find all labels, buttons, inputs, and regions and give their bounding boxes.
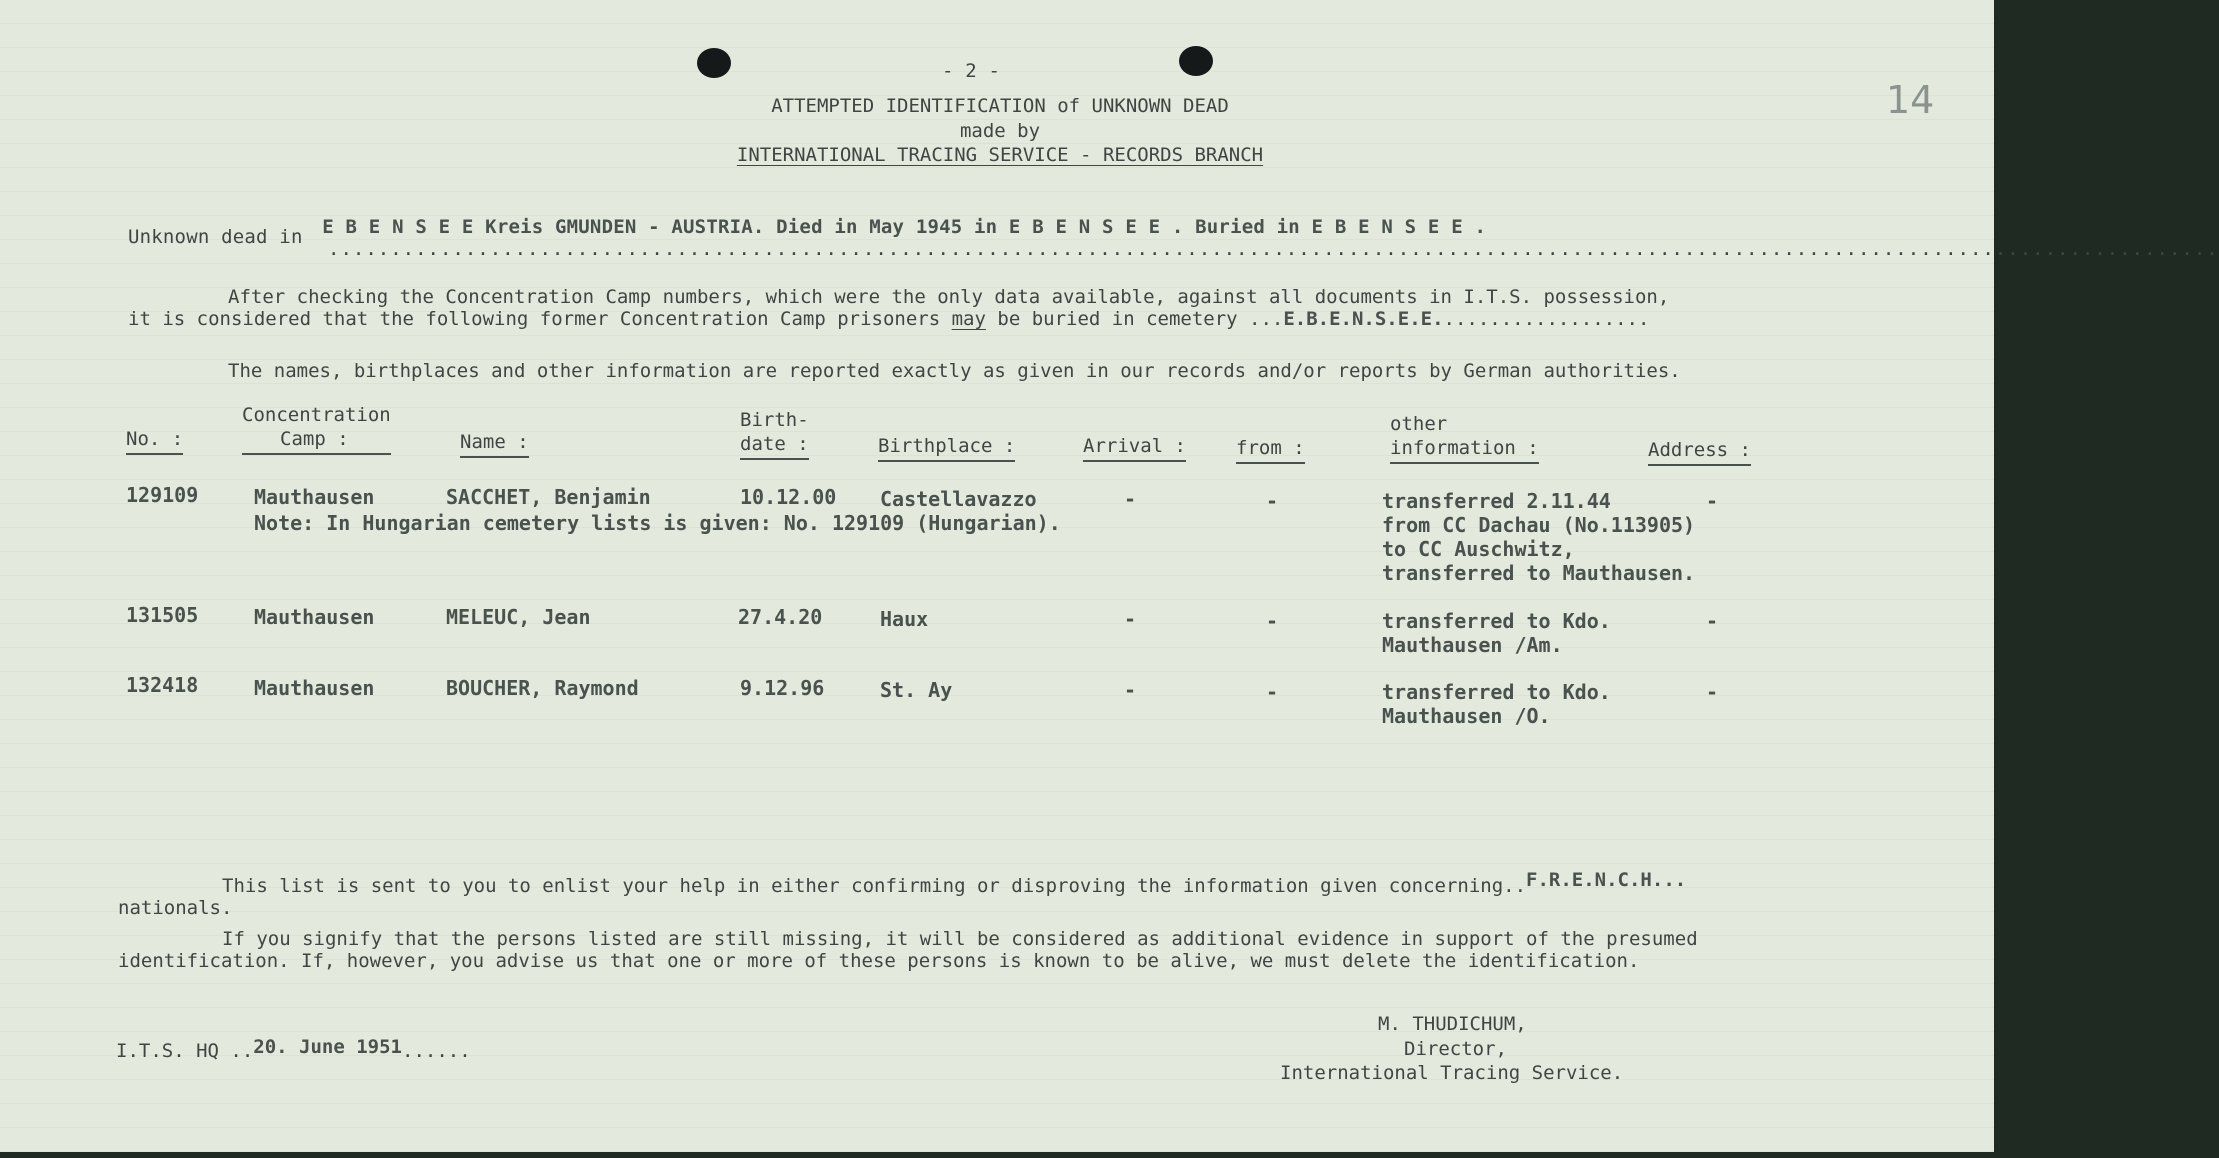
- signer-organization: International Tracing Service.: [1280, 1062, 1624, 1084]
- col-birthplace: [878, 434, 1015, 462]
- intro-line-3: The names, birthplaces and other information are reported exactly as given in our records and/or reports by German authorities.: [228, 360, 1681, 382]
- row-birthplace: St. Ay: [880, 678, 953, 702]
- header-title: ATTEMPTED IDENTIFICATION of UNKNOWN DEAD: [771, 95, 1229, 117]
- closing-p2-line2: identification. If, however, you advise us that one or more of these persons is known to be alive, we must delete the identification.: [118, 950, 1640, 972]
- footer-hq: [116, 1036, 471, 1062]
- col-name-label: Name :: [460, 430, 529, 458]
- col-birthdate-bottom: date :: [740, 432, 809, 460]
- row-birthdate: 10.12.00: [740, 485, 837, 509]
- row-other-line: transferred to Kdo.: [1382, 680, 1611, 704]
- header-organization-text: INTERNATIONAL TRACING SERVICE - RECORDS BRANCH: [736, 144, 1264, 166]
- row-birthdate: 9.12.96: [740, 676, 825, 700]
- row-other-line: to CC Auschwitz,: [1382, 537, 1575, 561]
- row-name: SACCHET, Benjamin: [446, 485, 651, 509]
- col-no-label: No. :: [126, 427, 183, 455]
- row-other: [1382, 680, 1611, 728]
- row-no: 132418: [126, 673, 199, 697]
- row-from: -: [1266, 609, 1279, 633]
- row-other-line: transferred to Mauthausen.: [1382, 561, 1696, 585]
- row-other-line: transferred to Kdo.: [1382, 609, 1611, 633]
- col-arrival-label: Arrival :: [1083, 434, 1186, 462]
- closing-p1-line2: nationals.: [118, 897, 233, 919]
- row-from: -: [1266, 489, 1279, 513]
- col-birthplace-label: Birthplace :: [878, 434, 1015, 462]
- col-address: [1648, 438, 1751, 466]
- col-camp: [242, 403, 391, 455]
- intro-line-2-end: be buried in cemetery ...: [985, 308, 1284, 330]
- col-camp-bottom: Camp :: [242, 427, 391, 455]
- col-birthdate: [740, 408, 809, 460]
- footer-hq-label: I.T.S. HQ ..: [116, 1040, 254, 1062]
- row-name: BOUCHER, Raymond: [446, 676, 639, 700]
- closing-p2-line1: If you signify that the persons listed are still missing, it will be considered as additional evidence in support of the presumed: [222, 928, 1698, 950]
- col-arrival: [1083, 434, 1186, 462]
- header-organization: [0, 144, 2000, 166]
- row-camp: Mauthausen: [254, 485, 375, 509]
- row-no: 131505: [126, 603, 199, 627]
- row-note: Note: In Hungarian cemetery lists is given: No. 129109 (Hungarian).: [254, 511, 1061, 535]
- closing-p1-text: This list is sent to you to enlist your help in either confirming or disproving the information given concerning..: [222, 875, 1527, 897]
- row-birthdate: 27.4.20: [738, 605, 823, 629]
- closing-nationality: F.R.E.N.C.H...: [1526, 869, 1687, 891]
- signer-name: M. THUDICHUM,: [1378, 1013, 1527, 1035]
- unknown-dead-value: E B E N S E E Kreis GMUNDEN - AUSTRIA. Died in May 1945 in E B E N S E E . Buried in E B E N S E E .: [322, 216, 1487, 238]
- unknown-dead-label: Unknown dead in: [128, 226, 303, 248]
- col-other: [1390, 412, 1539, 464]
- col-no: [126, 427, 183, 455]
- row-address: -: [1706, 609, 1719, 633]
- row-other-line: Mauthausen /O.: [1382, 704, 1551, 728]
- row-other-line: Mauthausen /Am.: [1382, 633, 1563, 657]
- col-other-bottom: information :: [1390, 436, 1539, 464]
- row-camp: Mauthausen: [254, 605, 375, 629]
- footer-date: 20. June 1951: [253, 1036, 402, 1058]
- row-birthplace: Haux: [880, 607, 929, 631]
- col-address-label: Address :: [1648, 438, 1751, 466]
- col-birthdate-top: Birth-: [740, 409, 809, 431]
- signer-title: Director,: [1404, 1038, 1507, 1060]
- row-other: [1382, 609, 1611, 657]
- row-arrival: -: [1124, 487, 1137, 511]
- col-from: [1236, 436, 1305, 464]
- footer-date-dots: ......: [402, 1040, 471, 1062]
- intro-may: may: [951, 308, 986, 330]
- intro-cemetery: E.B.E.N.S.E.E.: [1283, 308, 1444, 330]
- intro-line-2-text: it is considered that the following former Concentration Camp prisoners: [128, 308, 952, 330]
- header-subtitle: made by: [959, 120, 1041, 142]
- row-birthplace: Castellavazzo: [880, 487, 1037, 511]
- row-other: [1382, 489, 1695, 585]
- row-address: -: [1706, 489, 1719, 513]
- punch-hole-right: [1179, 46, 1213, 76]
- row-from: -: [1266, 680, 1279, 704]
- row-name: MELEUC, Jean: [446, 605, 591, 629]
- intro-dots: ..................: [1443, 308, 1650, 330]
- row-other-line: from CC Dachau (No.113905): [1382, 513, 1696, 537]
- row-other-line: transferred 2.11.44: [1382, 489, 1611, 513]
- row-address: -: [1706, 680, 1719, 704]
- intro-line-1: After checking the Concentration Camp numbers, which were the only data available, against all documents in I.T.S. possession,: [228, 286, 1670, 308]
- corner-page-number: 14: [1886, 78, 1935, 122]
- row-camp: Mauthausen: [254, 676, 375, 700]
- intro-line-2: [128, 308, 1649, 330]
- col-name: [460, 430, 529, 458]
- unknown-dead-dots: ........................................................................................................................................................: [328, 238, 2219, 260]
- punch-hole-left: [697, 48, 731, 78]
- col-camp-top: Concentration: [242, 404, 391, 426]
- col-from-label: from :: [1236, 436, 1305, 464]
- closing-p1-line1: [222, 869, 1687, 897]
- row-arrival: -: [1124, 678, 1137, 702]
- row-no: 129109: [126, 483, 199, 507]
- row-arrival: -: [1124, 607, 1137, 631]
- col-other-top: other: [1390, 413, 1448, 435]
- page-marker: - 2 -: [942, 60, 1001, 82]
